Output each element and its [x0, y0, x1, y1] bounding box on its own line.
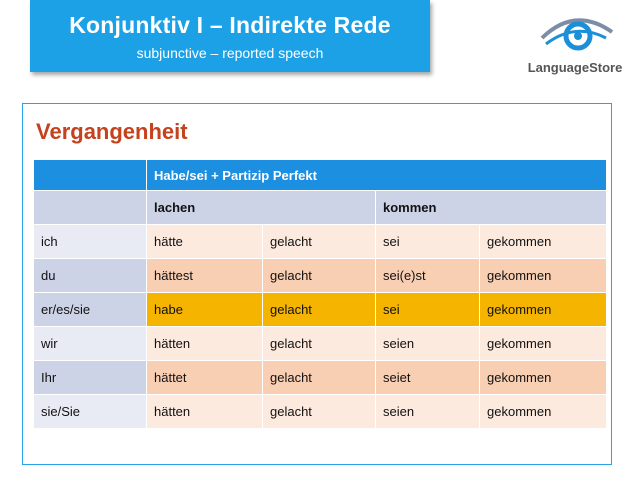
page-title: Konjunktiv I – Indirekte Rede — [69, 12, 391, 38]
participle-cell: gekommen — [480, 293, 607, 327]
aux-cell: sei(e)st — [376, 259, 480, 293]
header-label: Habe/sei + Partizip Perfekt — [147, 160, 607, 191]
eye-swirl-logo-icon — [520, 12, 630, 60]
participle-cell: gelacht — [263, 225, 376, 259]
table-row — [34, 327, 607, 361]
pronoun-cell: Ihr — [34, 361, 147, 395]
table-row — [34, 361, 607, 395]
aux-cell: hätten — [147, 395, 263, 429]
participle-cell: gelacht — [263, 361, 376, 395]
aux-cell: hättest — [147, 259, 263, 293]
aux-cell: seiet — [376, 361, 480, 395]
pronoun-cell: wir — [34, 327, 147, 361]
participle-cell: gekommen — [480, 395, 607, 429]
table-row — [34, 395, 607, 429]
aux-cell: seien — [376, 327, 480, 361]
verb-header-row — [34, 191, 607, 225]
logo-text: LanguageStore — [527, 60, 623, 75]
aux-cell: seien — [376, 395, 480, 429]
pronoun-cell: ich — [34, 225, 147, 259]
table-header-row — [34, 160, 607, 191]
table-row — [34, 225, 607, 259]
participle-cell: gekommen — [480, 259, 607, 293]
table-row — [34, 259, 607, 293]
pronoun-cell: er/es/sie — [34, 293, 147, 327]
aux-cell: sei — [376, 293, 480, 327]
section-heading: Vergangenheit — [36, 119, 188, 144]
pronoun-cell: sie/Sie — [34, 395, 147, 429]
aux-cell: habe — [147, 293, 263, 327]
participle-cell: gelacht — [263, 327, 376, 361]
verb-lachen: lachen — [147, 191, 376, 225]
participle-cell: gekommen — [480, 327, 607, 361]
participle-cell: gelacht — [263, 395, 376, 429]
verb-header-empty-cell — [34, 191, 147, 225]
participle-cell: gelacht — [263, 259, 376, 293]
participle-cell: gekommen — [480, 225, 607, 259]
verb-kommen: kommen — [376, 191, 607, 225]
languagestore-logo — [520, 12, 630, 82]
header-empty-cell — [34, 160, 147, 191]
conjugation-table — [33, 159, 607, 429]
table-row-highlighted — [34, 293, 607, 327]
page-subtitle: subjunctive – reported speech — [136, 45, 324, 61]
aux-cell: sei — [376, 225, 480, 259]
title-banner — [30, 0, 430, 72]
participle-cell: gelacht — [263, 293, 376, 327]
participle-cell: gekommen — [480, 361, 607, 395]
pronoun-cell: du — [34, 259, 147, 293]
aux-cell: hätte — [147, 225, 263, 259]
aux-cell: hätten — [147, 327, 263, 361]
aux-cell: hättet — [147, 361, 263, 395]
